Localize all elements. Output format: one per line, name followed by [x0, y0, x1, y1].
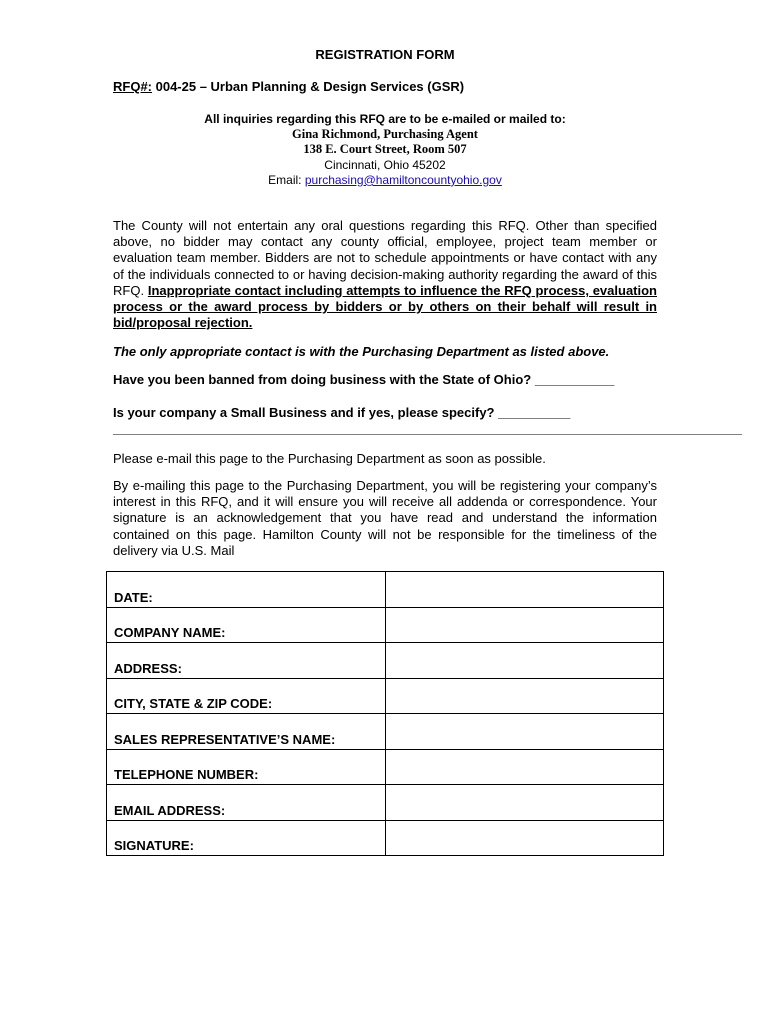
field-label: SIGNATURE: — [107, 820, 386, 856]
field-label: DATE: — [107, 572, 386, 608]
registration-table — [106, 571, 664, 856]
email-link[interactable]: purchasing@hamiltoncountyohio.gov — [304, 172, 502, 187]
registration-paragraph: By e-mailing this page to the Purchasing Department, you will be registering your company’s interest in this RFQ, and it will ensure you will receive all addenda or correspondence. Your signature is an acknowledgement that you have read and understand the information contained on this page. Hamilton County will not be responsible for the timeliness of the delivery via U.S. Mail — [113, 478, 657, 558]
sales-rep-name-field[interactable] — [386, 714, 664, 750]
signature-field[interactable] — [386, 820, 664, 856]
table-row — [107, 643, 664, 679]
contact-name: Gina Richmond, Purchasing Agent — [292, 127, 478, 142]
date-field[interactable] — [386, 572, 664, 608]
contact-city: Cincinnati, Ohio 45202 — [324, 157, 446, 172]
city-state-zip-field[interactable] — [386, 678, 664, 714]
contact-street: 138 E. Court Street, Room 507 — [303, 142, 467, 157]
email-label: Email: — [268, 172, 305, 187]
rfq-text: 004-25 – Urban Planning & Design Services (GSR) — [152, 79, 465, 94]
contact-intro: All inquiries regarding this RFQ are to be e-mailed or mailed to: — [204, 112, 566, 126]
appropriate-contact-note: The only appropriate contact is with the Purchasing Department as listed above. — [113, 344, 610, 359]
table-row — [107, 607, 664, 643]
table-row — [107, 678, 664, 714]
notice-paragraph — [113, 218, 657, 331]
contact-email-line — [0, 173, 770, 188]
contact-block — [0, 112, 770, 188]
notice-text: The County will not entertain any oral questions regarding this RFQ. Other than specified above, no bidder may contact any county official, employee, project team member or evaluation team member. Bidders are not to schedule appointments or have contact with any of the individuals connected to or having decision-making authority regarding the award of this RFQ. — [113, 218, 657, 298]
table-row — [107, 749, 664, 785]
rfq-label: RFQ#: — [113, 79, 152, 94]
rfq-heading — [113, 79, 464, 94]
field-label: CITY, STATE & ZIP CODE: — [107, 678, 386, 714]
table-row — [107, 714, 664, 750]
email-instructions: Please e-mail this page to the Purchasing Department as soon as possible. — [113, 451, 546, 466]
telephone-field[interactable] — [386, 749, 664, 785]
field-label: ADDRESS: — [107, 643, 386, 679]
field-label: TELEPHONE NUMBER: — [107, 749, 386, 785]
field-label: SALES REPRESENTATIVE’S NAME: — [107, 714, 386, 750]
table-row — [107, 572, 664, 608]
page-title: REGISTRATION FORM — [315, 47, 455, 62]
address-field[interactable] — [386, 643, 664, 679]
banned-question: Have you been banned from doing business with the State of Ohio? ___________ — [113, 372, 615, 387]
small-business-answer-line: _______________________________________________________________________________________ — [113, 421, 743, 436]
notice-warning: Inappropriate contact including attempts to influence the RFQ process, evaluation process or the award process by bidders or by others on their behalf will result in bid/proposal rejection. — [113, 282, 657, 331]
company-name-field[interactable] — [386, 607, 664, 643]
table-row — [107, 820, 664, 856]
email-address-field[interactable] — [386, 785, 664, 821]
small-business-question: Is your company a Small Business and if yes, please specify? __________ — [113, 405, 571, 420]
field-label: EMAIL ADDRESS: — [107, 785, 386, 821]
field-label: COMPANY NAME: — [107, 607, 386, 643]
table-row — [107, 785, 664, 821]
